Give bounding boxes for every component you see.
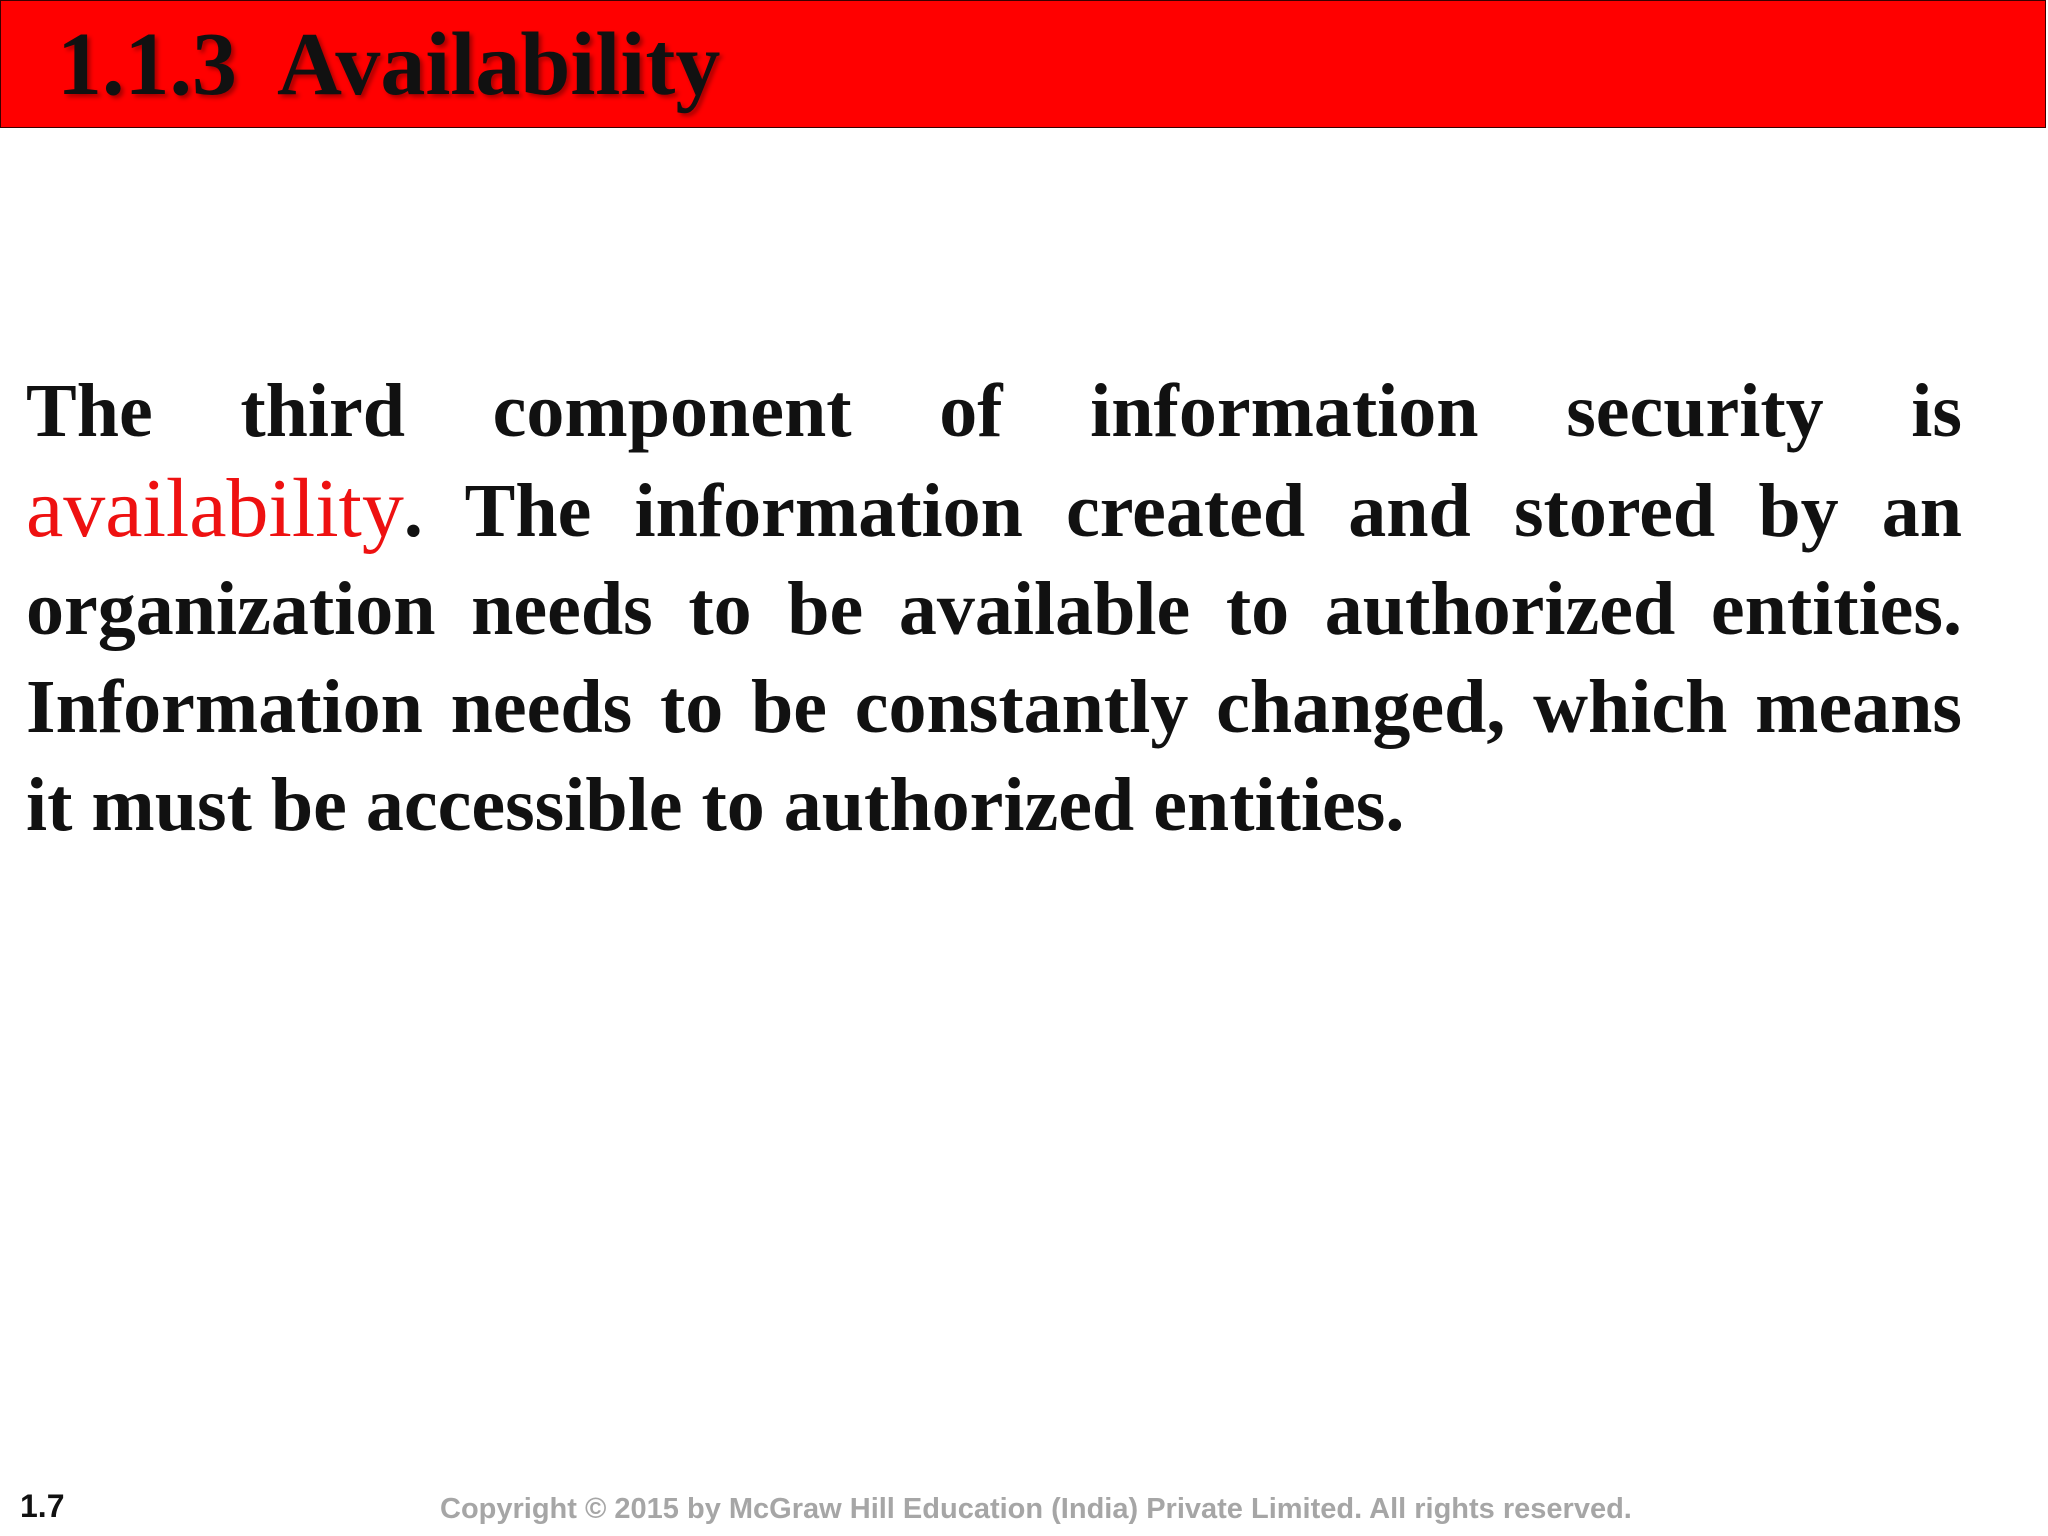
body-rest-text: . The information created and stored by an organization needs to be available to authorized entities. Information needs to be constantly changed, which means it must be accessible to authorized entities.: [26, 469, 1962, 847]
title-bar: [0, 0, 2046, 128]
slide-number: 1.7: [20, 1488, 65, 1524]
highlighted-term: availability: [26, 462, 404, 555]
body-intro-text: The third component of information security is: [26, 369, 1962, 453]
slide-body: [26, 362, 1962, 854]
copyright-notice: Copyright © 2015 by McGraw Hill Education (India) Private Limited. All rights reserved.: [440, 1493, 1632, 1525]
slide-title: 1.1.3 Availability: [57, 15, 721, 114]
